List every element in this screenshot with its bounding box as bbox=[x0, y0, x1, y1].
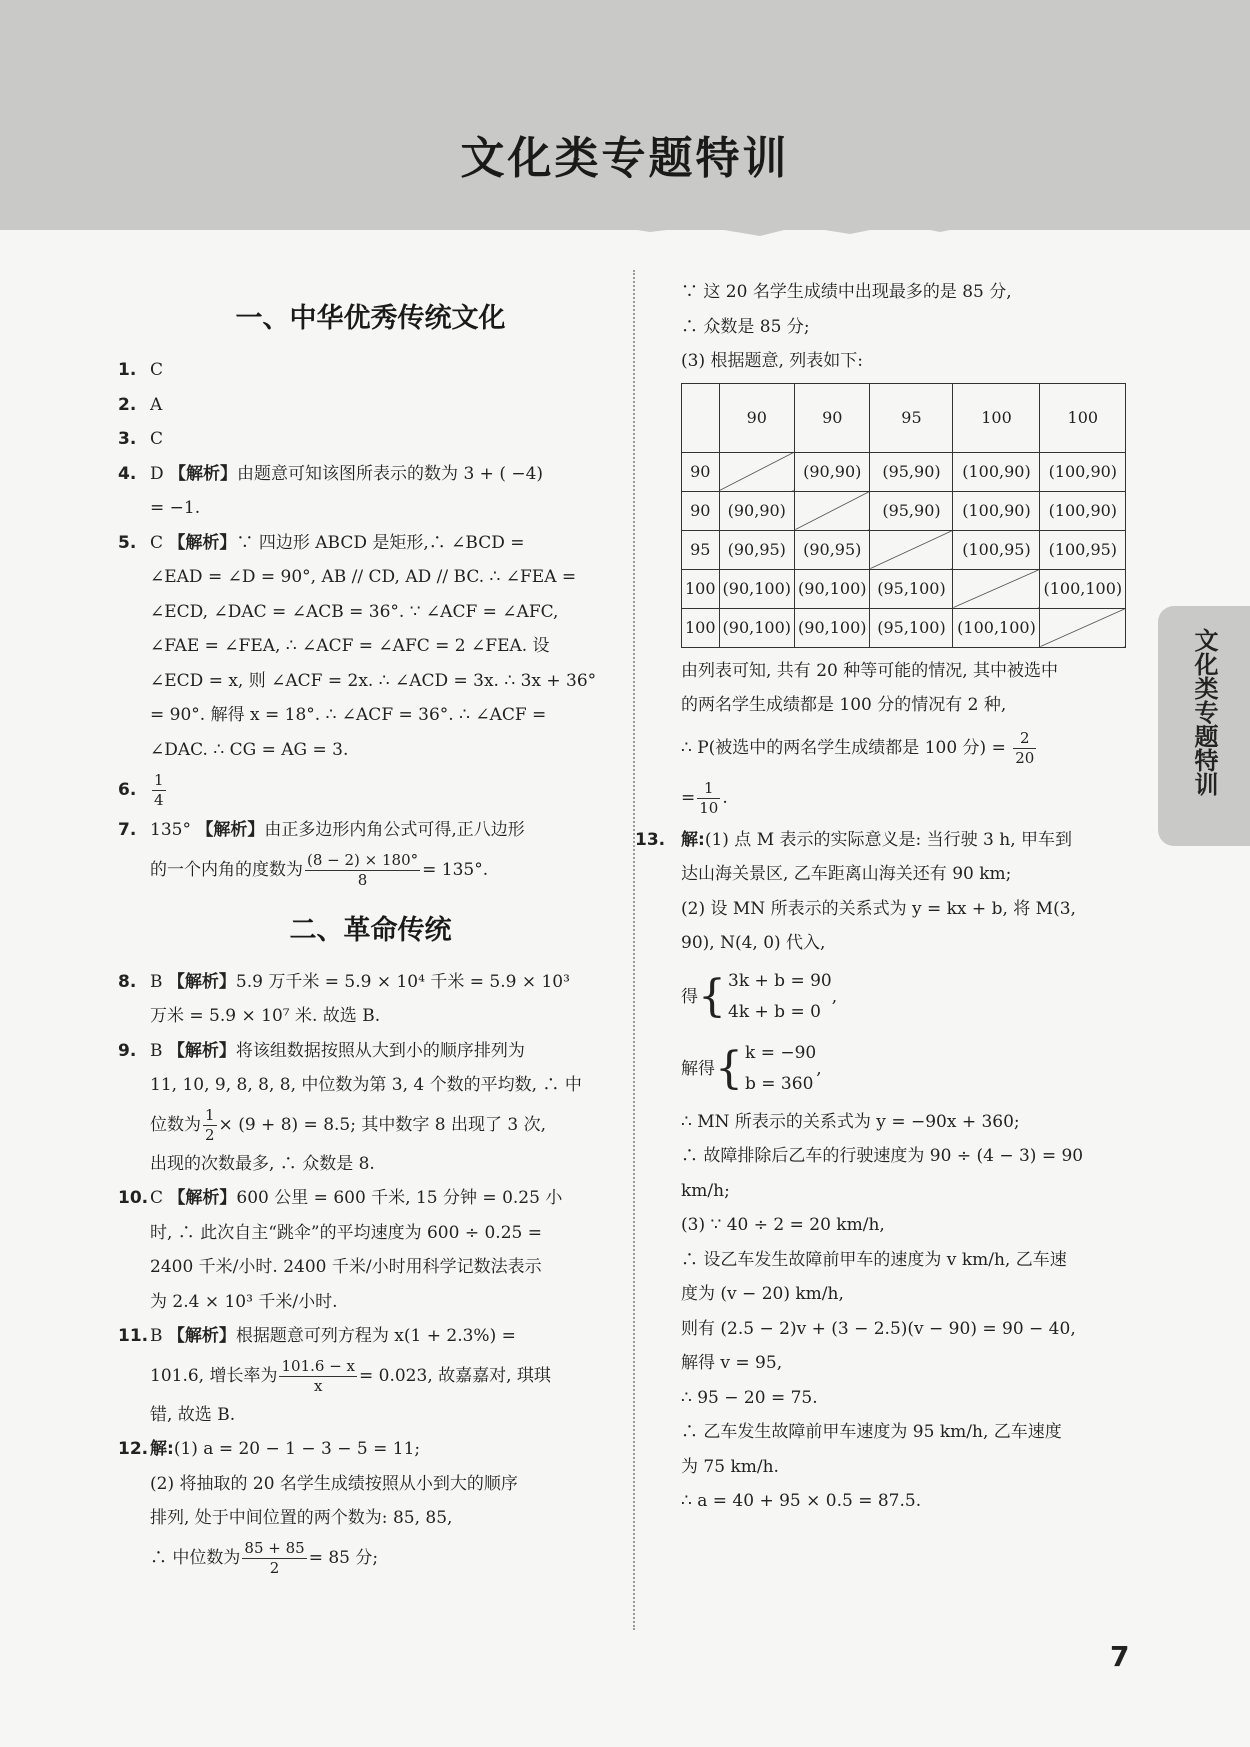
text-line: ∵ 这 20 名学生成绩中出现最多的是 85 分, bbox=[681, 282, 1012, 302]
table-cell: (100,90) bbox=[1040, 491, 1126, 530]
left-column bbox=[118, 280, 623, 1580]
page-number: 7 bbox=[1110, 1640, 1130, 1673]
table-cell: 90 bbox=[682, 491, 720, 530]
table-cell: (95,100) bbox=[870, 608, 953, 647]
table-cell bbox=[870, 530, 953, 569]
table-cell: (95,100) bbox=[870, 569, 953, 608]
text-line: (3) 根据题意, 列表如下: bbox=[681, 351, 864, 371]
text-line: 由列表可知, 共有 20 种等可能的情况, 其中被选中 bbox=[681, 660, 1059, 681]
side-tab-label: 文化类专题特训 bbox=[1190, 628, 1218, 796]
section-title-2: 二、革命传统 bbox=[289, 914, 452, 946]
text-line: = $\frac{1}{10}$ . bbox=[681, 778, 728, 817]
table-cell: (90,90) bbox=[795, 452, 870, 491]
table-cell: 95 bbox=[870, 383, 953, 452]
answer-item: 8. B 【解析】5.9 万千米 = 5.9 × 10⁴ 千米 = 5.9 × 10³ 万米 = 5.9 × 10⁷ 米. 故选 B. bbox=[118, 971, 570, 1026]
table-row bbox=[682, 530, 1126, 569]
table-cell: (100,100) bbox=[1040, 569, 1126, 608]
section-title-1: 一、中华优秀传统文化 bbox=[235, 303, 506, 334]
answer-item: 13. 解:(1) 点 M 表示的实际意义是: 当行驶 3 h, 甲车到 达山海关景区, 乙车距离山海关还有 90 km; (2) 设 MN 所表示的关系式为 y = kx + b, 将 M(3, 90), N(4, 0) 代入, 得{ 3k + b = 90 4k + b = 0, 解得{ k = −90 b = 360, ∴ MN 所表示的关系式为 y = −90x + 360; ∴ 故障排除后乙车的行驶速度为 90 ÷ (4 − 3) = 90 km/h; (3) ∵ 40 ÷ 2 = 20 km/h, ∴ 设乙车发生故障前甲车的速度为 v km/h, 乙车速 度为 (v − 20) km/h, 则有 (2.5 − 2)v + (3 − 2.5)(v − 90) = 90 − 40, 解得 v = 95, ∴ 95 − 20 = 75. ∴ 乙车发生故障前甲车速度为 95 km/h, 乙车速度 为 75 km/h. ∴ a = 40 + 95 × 0.5 = 87.5. bbox=[635, 829, 1084, 1511]
table-cell: (90,95) bbox=[795, 530, 870, 569]
table-cell: 95 bbox=[682, 530, 720, 569]
table-header-row bbox=[682, 383, 1126, 452]
answer-item: 9. B 【解析】将该组数据按照从大到小的顺序排列为 11, 10, 9, 8, 8, 8, 中位数为第 3, 4 个数的平均数, ∴ 中 位数为 $\frac{1}{2}$ × (9 + 8) = 8.5; 其中数字 8 出现了 3 次, 出现的次数最多, ∴ 众数是 8. bbox=[118, 1040, 582, 1174]
page-title: 文化类专题特训 bbox=[460, 133, 790, 184]
right-column bbox=[635, 275, 1140, 1519]
table-cell: (100,90) bbox=[1040, 452, 1126, 491]
text-line: 的两名学生成绩都是 100 分的情况有 2 种, bbox=[681, 695, 1007, 715]
table-cell: (100,100) bbox=[953, 608, 1040, 647]
table-cell: 100 bbox=[682, 569, 720, 608]
answer-item: 11. B 【解析】根据题意可列方程为 x(1 + 2.3%) = 101.6, 增长率为 $\frac{101.6 - x}{x}$ = 0.023, 故嘉嘉对, 琪琪 错, 故选 B. bbox=[118, 1326, 551, 1425]
table-cell bbox=[795, 491, 870, 530]
table-cell: (90,100) bbox=[795, 569, 870, 608]
table-cell bbox=[719, 452, 794, 491]
answer-item: 3. C bbox=[118, 429, 164, 449]
table-cell: (90,95) bbox=[719, 530, 794, 569]
table-row bbox=[682, 569, 1126, 608]
side-tab bbox=[1158, 606, 1250, 846]
table-cell: (95,90) bbox=[870, 452, 953, 491]
table-cell: (90,100) bbox=[719, 608, 794, 647]
table-row bbox=[682, 608, 1126, 647]
answer-item: 5. C 【解析】∵ 四边形 ABCD 是矩形,∴ ∠BCD = ∠EAD = ∠D = 90°, AB // CD, AD // BC. ∴ ∠FEA = ∠ECD, ∠DAC = ∠ACB = 36°. ∵ ∠ACF = ∠AFC, ∠FAE = ∠FEA, ∴ ∠ACF = ∠AFC = 2 ∠FEA. 设 ∠ECD = x, 则 ∠ACF = 2x. ∴ ∠ACD = 3x. ∴ 3x + 36° = 90°. 解得 x = 18°. ∴ ∠ACF = 36°. ∴ ∠ACF = ∠DAC. ∴ CG = AG = 3. bbox=[118, 532, 597, 760]
table-cell bbox=[682, 383, 720, 452]
table-cell: 90 bbox=[719, 383, 794, 452]
table-cell: 90 bbox=[682, 452, 720, 491]
table-row bbox=[682, 452, 1126, 491]
answer-item: 12. 解:(1) a = 20 − 1 − 3 − 5 = 11; (2) 将抽取的 20 名学生成绩按照从小到大的顺序 排列, 处于中间位置的两个数为: 85, 85, ∴ 中位数为 $\frac{85 + 85}{2}$ = 85 分; bbox=[118, 1439, 518, 1577]
table-row bbox=[682, 491, 1126, 530]
text-line: ∴ 众数是 85 分; bbox=[681, 316, 810, 337]
answer-item: 4. D 【解析】由题意可知该图所表示的数为 3 + ( −4) = −1. bbox=[118, 463, 544, 518]
table-cell: 100 bbox=[1040, 383, 1126, 452]
column-divider bbox=[633, 270, 635, 1630]
table-cell: (100,95) bbox=[1040, 530, 1126, 569]
table-cell: (90,100) bbox=[795, 608, 870, 647]
table-cell: 100 bbox=[953, 383, 1040, 452]
table-cell: (100,95) bbox=[953, 530, 1040, 569]
table-cell: (90,90) bbox=[719, 491, 794, 530]
probability-table bbox=[681, 383, 1126, 648]
answer-item: 1. C bbox=[118, 360, 164, 380]
table-cell bbox=[1040, 608, 1126, 647]
header-torn-edge bbox=[0, 196, 1250, 256]
table-cell: (95,90) bbox=[870, 491, 953, 530]
table-cell: 90 bbox=[795, 383, 870, 452]
text-line: ∴ P(被选中的两名学生成绩都是 100 分) = $\frac{2}{20}$ bbox=[681, 728, 1035, 767]
answer-item: 2. A bbox=[118, 394, 163, 415]
answer-item: 7. 135° 【解析】由正多边形内角公式可得,正八边形 的一个内角的度数为 $\frac{(8 - 2) \times 180^\circ}{8}$ = 135°. bbox=[118, 820, 525, 889]
table-cell: (90,100) bbox=[719, 569, 794, 608]
table-cell: (100,90) bbox=[953, 491, 1040, 530]
answer-item: 10. C 【解析】600 公里 = 600 千米, 15 分钟 = 0.25 小 时, ∴ 此次自主“跳伞”的平均速度为 600 ÷ 0.25 = 2400 千米/小时. 2400 千米/小时用科学记数法表示 为 2.4 × 10³ 千米/小时. bbox=[118, 1188, 563, 1312]
table-cell bbox=[953, 569, 1040, 608]
table-cell: (100,90) bbox=[953, 452, 1040, 491]
table-cell: 100 bbox=[682, 608, 720, 647]
answer-item: 6. $\frac{1}{4}$ bbox=[118, 771, 164, 809]
